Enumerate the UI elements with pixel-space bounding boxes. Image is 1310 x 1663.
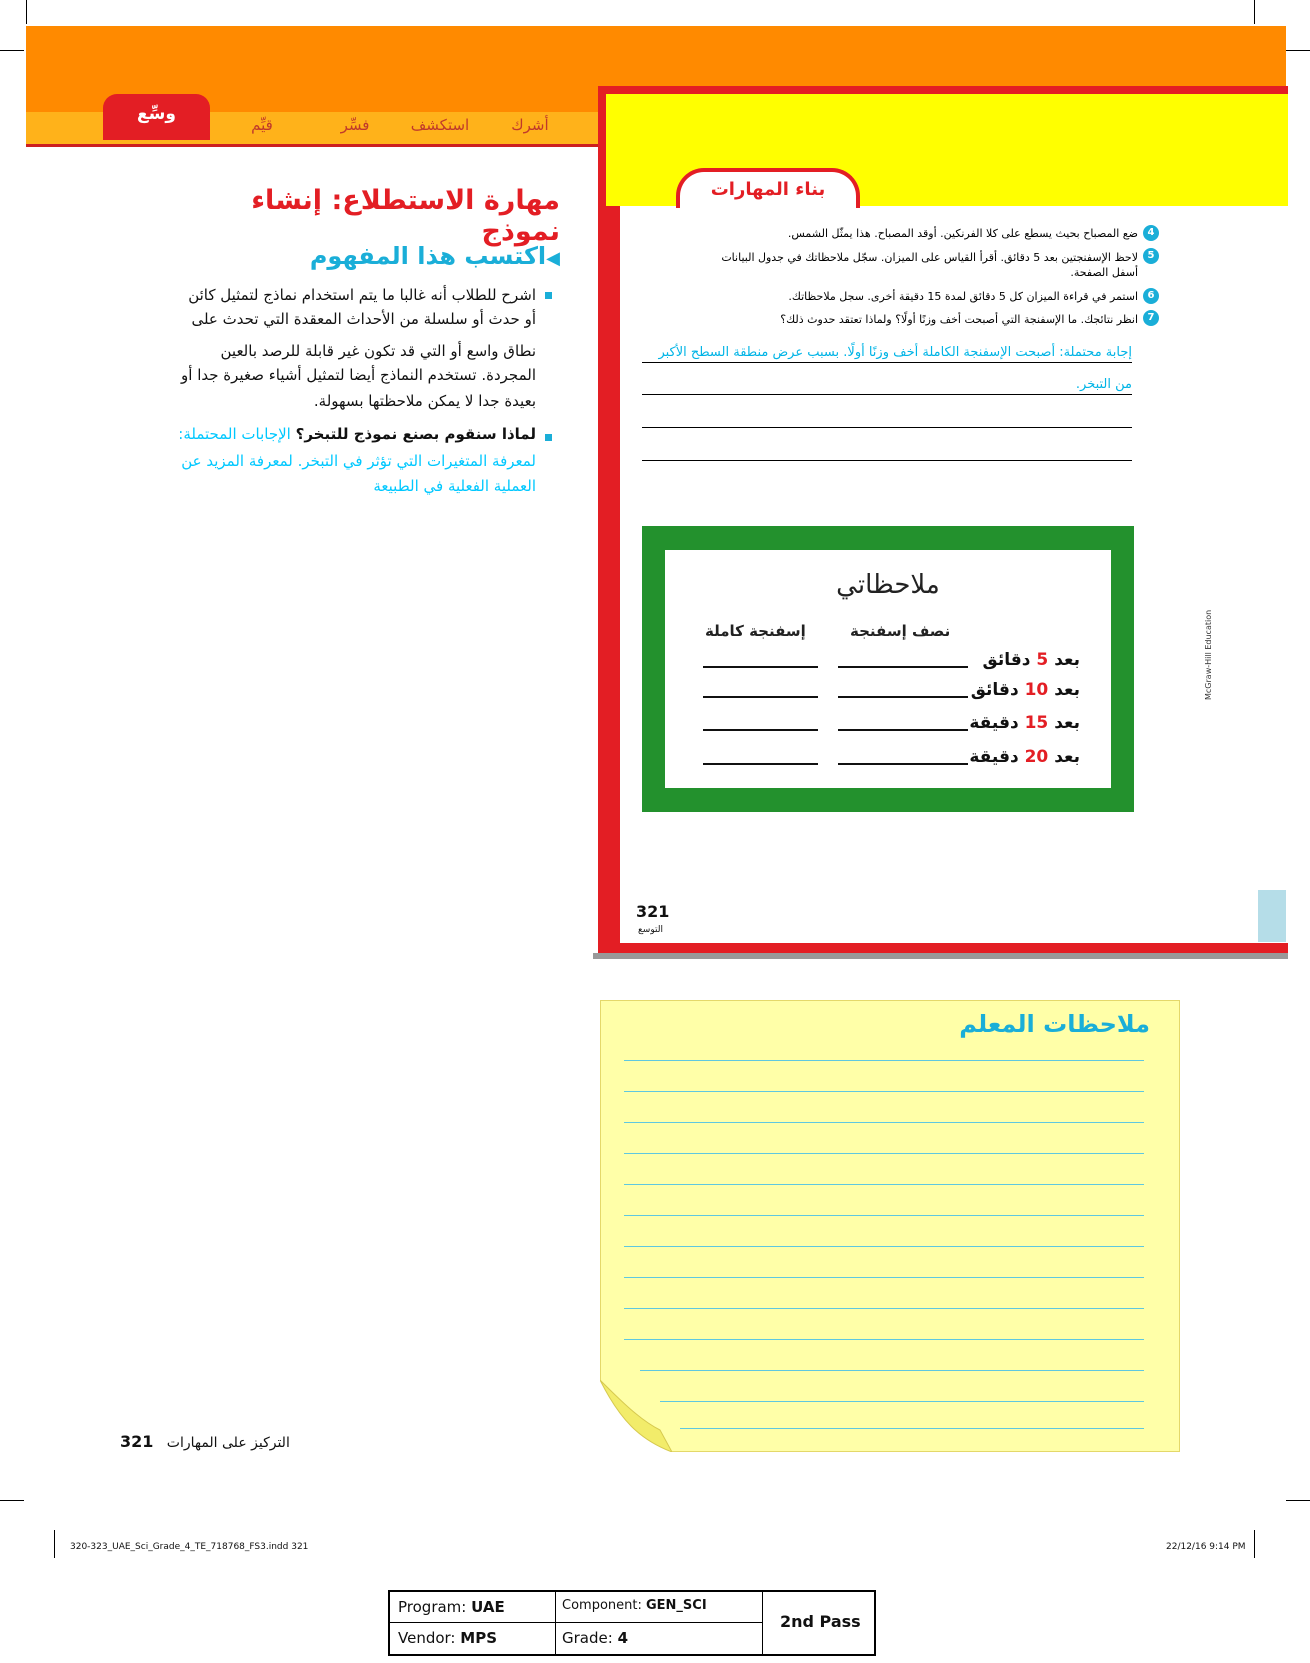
teacher-notes-box — [600, 1000, 1180, 1452]
note-line — [660, 1401, 1144, 1402]
observation-row-label: بعد 20 دقيقة — [969, 747, 1080, 767]
observation-blank — [703, 729, 818, 731]
table-divider — [555, 1592, 556, 1654]
observation-blank — [703, 763, 818, 765]
step-number: 5 — [1143, 248, 1159, 264]
component-cell: Component: GEN_SCI — [562, 1598, 707, 1613]
arrow-left-icon: ◀ — [546, 248, 560, 269]
step-number: 4 — [1143, 225, 1159, 241]
bullet-icon — [545, 292, 552, 299]
step-number: 6 — [1143, 288, 1159, 304]
tab-expand[interactable]: وسِّع — [103, 94, 210, 140]
observation-blank — [703, 666, 818, 668]
observation-blank — [838, 763, 968, 765]
note-line — [624, 1246, 1144, 1247]
tab-explain[interactable]: فسِّر — [340, 116, 370, 134]
crop-mark — [0, 50, 24, 51]
column-half-sponge: نصف إسفنجة — [850, 622, 951, 640]
paragraph-line: المجردة. تستخدم النماذج أيضا لتمثيل أشياء صغيرة جدا أو — [181, 366, 536, 384]
footer-label: التركيز على المهارات — [166, 1435, 290, 1451]
answer-line — [642, 394, 1132, 395]
paragraph-line: أو حدث أو سلسلة من الأحداث المعقدة التي تحدث على — [191, 310, 536, 328]
student-page-number: 321 — [636, 902, 670, 921]
note-line — [624, 1184, 1144, 1185]
paragraph-line: نطاق واسع أو التي قد تكون غير قابلة للرصد بالعين — [220, 342, 536, 360]
observation-blank — [703, 696, 818, 698]
photo-thumbnail — [1258, 890, 1286, 942]
paragraph-line: اشرح للطلاب أنه غالبا ما يتم استخدام نماذج لتمثيل كائن — [188, 286, 536, 304]
tab-evaluate[interactable]: قيِّم — [251, 116, 273, 134]
observation-row-label: بعد 10 دقائق — [970, 680, 1080, 700]
tab-explore[interactable]: استكشف — [410, 116, 470, 134]
note-line — [624, 1308, 1144, 1309]
step-text: استمر في قراءة الميزان كل 5 دقائق لمدة 15 دقيقة أخرى. سجل ملاحظاتك. — [788, 290, 1138, 303]
observation-row-label: بعد 5 دقائق — [982, 650, 1080, 670]
note-line — [624, 1153, 1144, 1154]
step-text: لاحظ الإسفنجتين بعد 5 دقائق. أقرأ القياس على الميزان. سجّل ملاحظاتك في جدول البيانات — [721, 251, 1138, 264]
student-page-label: التوسع — [638, 925, 663, 935]
answer-line — [642, 427, 1132, 428]
observation-blank — [838, 696, 968, 698]
crop-mark — [54, 1530, 55, 1558]
vendor-cell: Vendor: MPS — [398, 1629, 498, 1647]
crop-mark — [1286, 50, 1310, 51]
pass-cell: 2nd Pass — [780, 1612, 861, 1631]
skill-builder-tab: بناء المهارات — [676, 168, 860, 208]
teacher-notes-title: ملاحظات المعلم — [959, 1010, 1150, 1038]
note-line — [624, 1060, 1144, 1061]
answer-line — [642, 460, 1132, 461]
student-page-border — [606, 206, 620, 943]
paragraph-line: بعيدة جدا لا يمكن ملاحظتها بسهولة. — [313, 392, 536, 410]
page-curl-icon — [600, 1380, 672, 1452]
table-divider — [390, 1622, 762, 1623]
crop-mark — [1286, 1500, 1310, 1501]
crop-mark — [1254, 0, 1255, 24]
note-line — [680, 1428, 1144, 1429]
step-number: 7 — [1143, 310, 1159, 326]
answer-line-text: لمعرفة المتغيرات التي تؤثر في التبخر. لمعرفة المزيد عن — [181, 452, 536, 470]
crop-mark — [0, 1500, 24, 1501]
note-line — [624, 1277, 1144, 1278]
grade-cell: Grade: 4 — [562, 1629, 629, 1647]
student-page-border — [606, 943, 1288, 951]
student-page-shadow — [593, 953, 1288, 959]
answer-text: من التبخر. — [1075, 377, 1132, 392]
table-divider — [762, 1592, 763, 1654]
page-title: مهارة الاستطلاع: إنشاء نموذج — [251, 185, 560, 247]
question-text: لماذا سنقوم بصنع نموذج للتبخر؟ — [295, 425, 536, 443]
note-line — [624, 1122, 1144, 1123]
note-line — [640, 1370, 1144, 1371]
credit-text: McGraw-Hill Education — [1204, 609, 1213, 700]
note-line — [624, 1339, 1144, 1340]
answer-label: الإجابات المحتملة: — [178, 425, 291, 443]
program-cell: Program: UAE — [398, 1598, 505, 1616]
file-slug: 320-323_UAE_Sci_Grade_4_TE_718768_FS3.indd 321 — [70, 1542, 309, 1552]
bullet-icon — [545, 434, 552, 441]
crop-mark — [1254, 1530, 1255, 1558]
observation-blank — [838, 729, 968, 731]
question-line — [116, 420, 536, 448]
observation-row-label: بعد 15 دقيقة — [969, 713, 1080, 733]
step-text: انظر نتائجك. ما الإسفنجة التي أصبحت أخف وزنًا أولًا؟ ولماذا تعتقد حدوث ذلك؟ — [780, 313, 1138, 326]
footer-page-number: 321 — [120, 1432, 154, 1451]
answer-line — [642, 362, 1132, 363]
note-line — [624, 1215, 1144, 1216]
step-text: أسفل الصفحة. — [1070, 266, 1138, 279]
file-date: 22/12/16 9:14 PM — [1166, 1542, 1246, 1552]
column-full-sponge: إسفنجة كاملة — [705, 622, 806, 640]
footer-folio — [120, 1432, 290, 1451]
answer-text: إجابة محتملة: أصبحت الإسفنجة الكاملة أخف وزنًا أولًا. بسبب عرض منطقة السطح الأكبر — [658, 345, 1132, 360]
answer-line-text: العملية الفعلية في الطبيعة — [373, 477, 536, 495]
step-text: ضع المصباح بحيث يسطع على كلا الفرنكين. أوقد المصباح. هذا يمثّل الشمس. — [787, 227, 1138, 240]
observation-title: ملاحظاتي — [836, 570, 940, 600]
note-line — [624, 1091, 1144, 1092]
crop-mark — [26, 0, 27, 24]
tab-engage[interactable]: أشرك — [511, 116, 549, 134]
concept-heading: ◀اكتسب هذا المفهوم — [309, 242, 560, 270]
observation-blank — [838, 666, 968, 668]
info-table — [388, 1590, 876, 1656]
